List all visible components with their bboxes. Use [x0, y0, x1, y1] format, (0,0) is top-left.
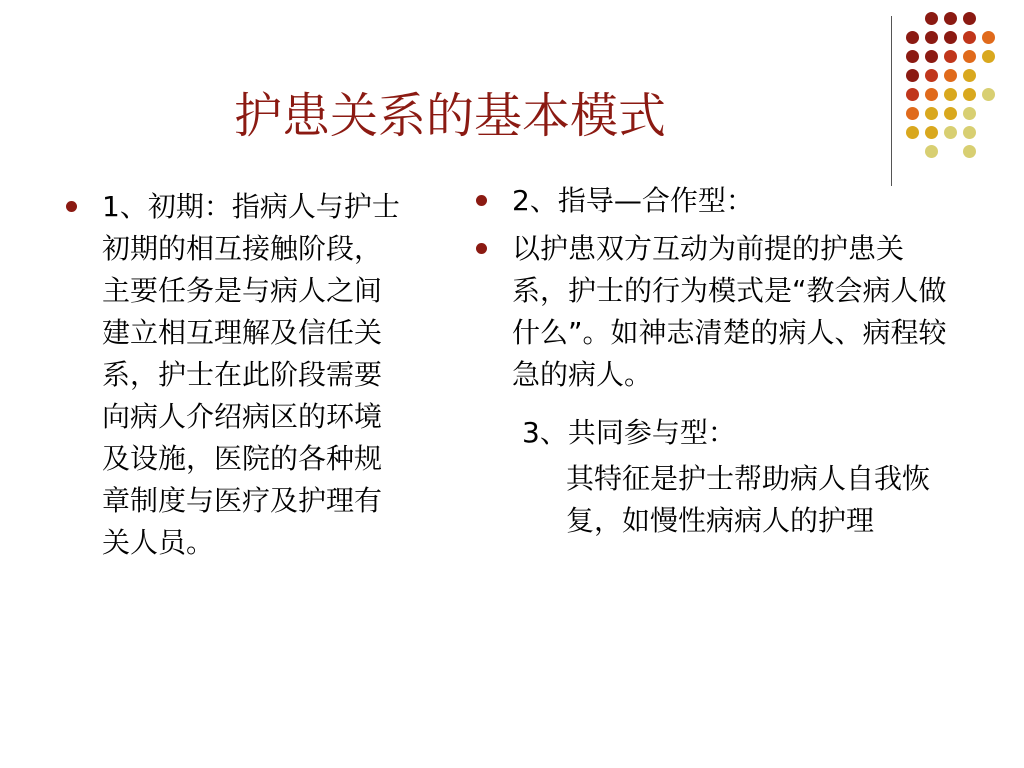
decorative-dot	[982, 88, 995, 101]
decorative-dot	[906, 107, 919, 120]
right-column	[470, 180, 950, 542]
decorative-dot	[944, 31, 957, 44]
decorative-dot	[925, 88, 938, 101]
decorative-dot	[963, 31, 976, 44]
decorative-dot-grid	[906, 12, 1016, 172]
decorative-dot	[963, 145, 976, 158]
decorative-dot	[925, 126, 938, 139]
decorative-dot	[906, 126, 919, 139]
subheading: 3、共同参与型：	[522, 416, 736, 449]
decorative-dot	[925, 31, 938, 44]
decorative-dot	[944, 126, 957, 139]
decorative-dot	[982, 31, 995, 44]
decorative-dot	[925, 107, 938, 120]
decorative-dot	[906, 88, 919, 101]
list-item	[470, 180, 950, 222]
bullet-icon	[66, 201, 77, 212]
decorative-dot	[906, 69, 919, 82]
decorative-divider	[891, 16, 892, 186]
decorative-dot	[906, 31, 919, 44]
decorative-dot	[963, 50, 976, 63]
decorative-dot	[982, 50, 995, 63]
decorative-dot	[906, 50, 919, 63]
decorative-dot	[925, 145, 938, 158]
decorative-dot	[944, 88, 957, 101]
decorative-dot	[925, 69, 938, 82]
bullet-icon	[476, 195, 487, 206]
decorative-dot	[925, 12, 938, 25]
list-item	[60, 186, 405, 564]
decorative-dot	[963, 126, 976, 139]
decorative-dot	[963, 12, 976, 25]
subtext: 其特征是护士帮助病人自我恢复，如慢性病病人的护理	[566, 462, 931, 537]
decorative-dot	[944, 69, 957, 82]
decorative-dot	[925, 50, 938, 63]
list-item	[470, 228, 950, 396]
list-item-text: 1、初期：指病人与护士初期的相互接触阶段，主要任务是与病人之间建立相互理解及信任关系，护士在此阶段需要向病人介绍病区的环境及设施，医院的各种规章制度与医疗及护理有关人员。	[102, 190, 400, 559]
decorative-dot	[963, 69, 976, 82]
list-item-text: 以护患双方互动为前提的护患关系，护士的行为模式是“教会病人做什么”。如神志清楚的病人、病程较急的病人。	[512, 232, 947, 391]
slide-title: 护患关系的基本模式	[234, 88, 667, 144]
decorative-dot	[963, 107, 976, 120]
decorative-dot	[963, 88, 976, 101]
bullet-icon	[476, 243, 487, 254]
decorative-dot	[944, 12, 957, 25]
left-column	[60, 186, 405, 570]
list-item-text: 2、指导—合作型：	[512, 184, 754, 217]
decorative-dot	[944, 107, 957, 120]
decorative-dot	[944, 50, 957, 63]
